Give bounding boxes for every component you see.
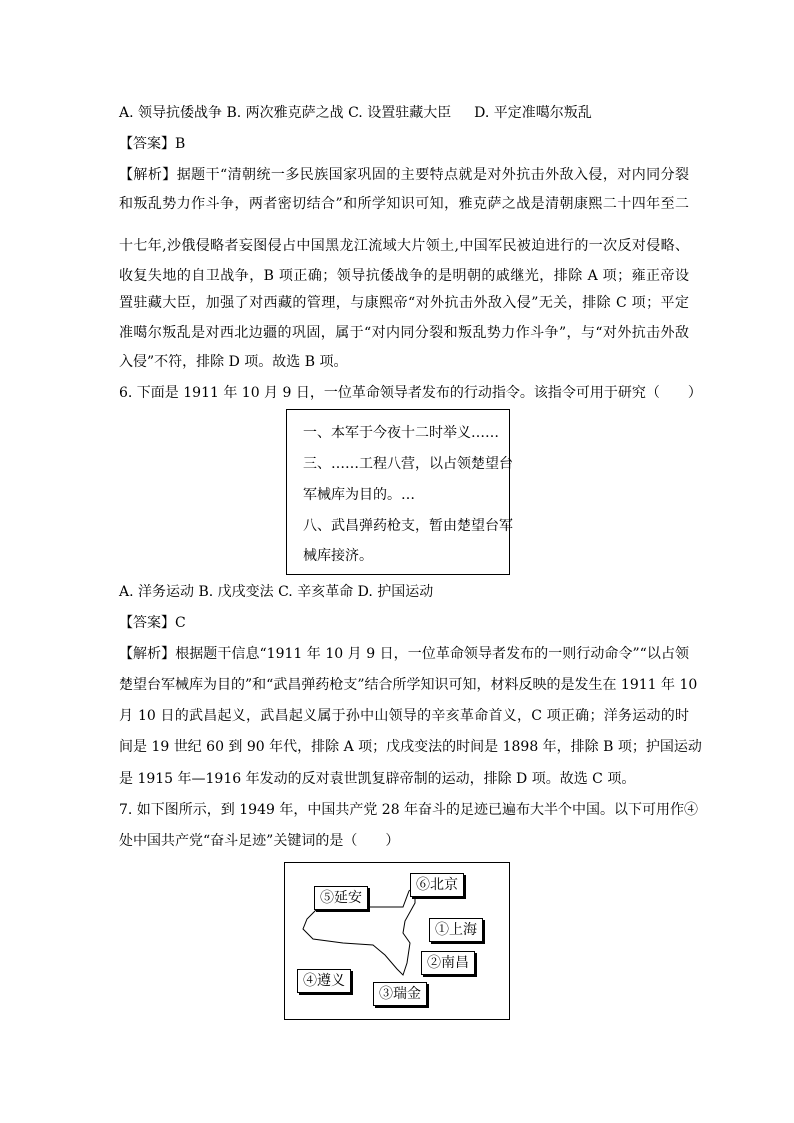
q6-analysis-line: 【解析】根据题干信息“1911 年 10 月 9 日，一位革命领导者发布的一则行动命令”“以占领	[119, 646, 689, 662]
q6-answer: 【答案】C	[119, 615, 186, 631]
q7-route-map	[284, 862, 510, 1020]
q6-analysis-line: 楚望台军械库为目的”和“武昌弹药枪支”结合所学知识可知，材料反映的是发生在 1911 年 10	[119, 677, 698, 693]
q6-box-line: 军械库为目的。…	[303, 487, 415, 503]
map-label-beijing: ⑥北京	[410, 873, 464, 897]
map-label-ruijin: ③瑞金	[373, 982, 427, 1006]
q5-analysis-line: 入侵”不符，排除 D 项。故选 B 项。	[119, 354, 348, 370]
q6-analysis-line: 月 10 日的武昌起义，武昌起义属于孙中山领导的辛亥革命首义，C 项正确；洋务运动的时	[119, 708, 689, 724]
q6-box-line: 一、本军于今夜十二时举义……	[303, 425, 499, 441]
q5-analysis-line: 和叛乱势力作斗争，两者密切结合”和所学知识可知，雅克萨之战是清朝康熙二十四年至二	[119, 196, 689, 212]
q7-stem-line: 处中国共产党“奋斗足迹”关键词的是（ ）	[119, 833, 400, 849]
map-label-nanchang: ②南昌	[421, 951, 475, 975]
q6-analysis-line: 是 1915 年—1916 年发动的反对袁世凯复辟帝制的运动，排除 D 项。故选 C 项。	[119, 771, 636, 787]
q7-stem-line: 7. 如下图所示，到 1949 年，中国共产党 28 年奋斗的足迹已遍布大半个中国。以下可用作④	[119, 802, 699, 818]
q6-box-line: 八、武昌弹药枪支，暂由楚望台军	[303, 518, 513, 534]
q5-options: A. 领导抗倭战争 B. 两次雅克萨之战 C. 设置驻藏大臣 D. 平定准噶尔叛乱	[119, 105, 592, 121]
q5-analysis-line: 准噶尔叛乱是对西北边疆的巩固，属于“对内同分裂和叛乱势力作斗争”，与“对外抗击外敌	[119, 325, 689, 341]
q5-analysis-line: 十七年,沙俄侵略者妄图侵占中国黑龙江流域大片领土,中国军民被迫进行的一次反对侵略、	[119, 238, 689, 254]
q6-order-box	[286, 409, 513, 575]
q5-answer: 【答案】B	[119, 136, 186, 152]
q5-analysis-line: 【解析】据题干“清朝统一多民族国家巩固的主要特点就是对外抗击外敌入侵，对内同分裂	[119, 167, 689, 183]
map-label-shanghai: ①上海	[429, 918, 483, 942]
q6-stem: 6. 下面是 1911 年 10 月 9 日，一位革命领导者发布的行动指令。该指令可用于研究（ ）	[119, 385, 702, 401]
q6-analysis-line: 间是 19 世纪 60 到 90 年代，排除 A 项；戊戌变法的时间是 1898 年，排除 B 项；护国运动	[119, 739, 702, 755]
q5-analysis-line: 收复失地的自卫战争，B 项正确；领导抗倭战争的是明朝的戚继光，排除 A 项；雍正帝设	[119, 268, 689, 284]
q6-box-line: 三、……工程八营，以占领楚望台	[303, 456, 513, 472]
map-label-yanan: ⑤延安	[314, 886, 368, 910]
q6-box-line: 械库接济。	[303, 548, 373, 564]
map-label-zunyi: ④遵义	[297, 969, 351, 993]
q6-options: A. 洋务运动 B. 戊戌变法 C. 辛亥革命 D. 护国运动	[119, 584, 434, 600]
q5-analysis-line: 置驻藏大臣，加强了对西藏的管理，与康熙帝“对外抗击外敌入侵”无关，排除 C 项；平定	[119, 295, 689, 311]
